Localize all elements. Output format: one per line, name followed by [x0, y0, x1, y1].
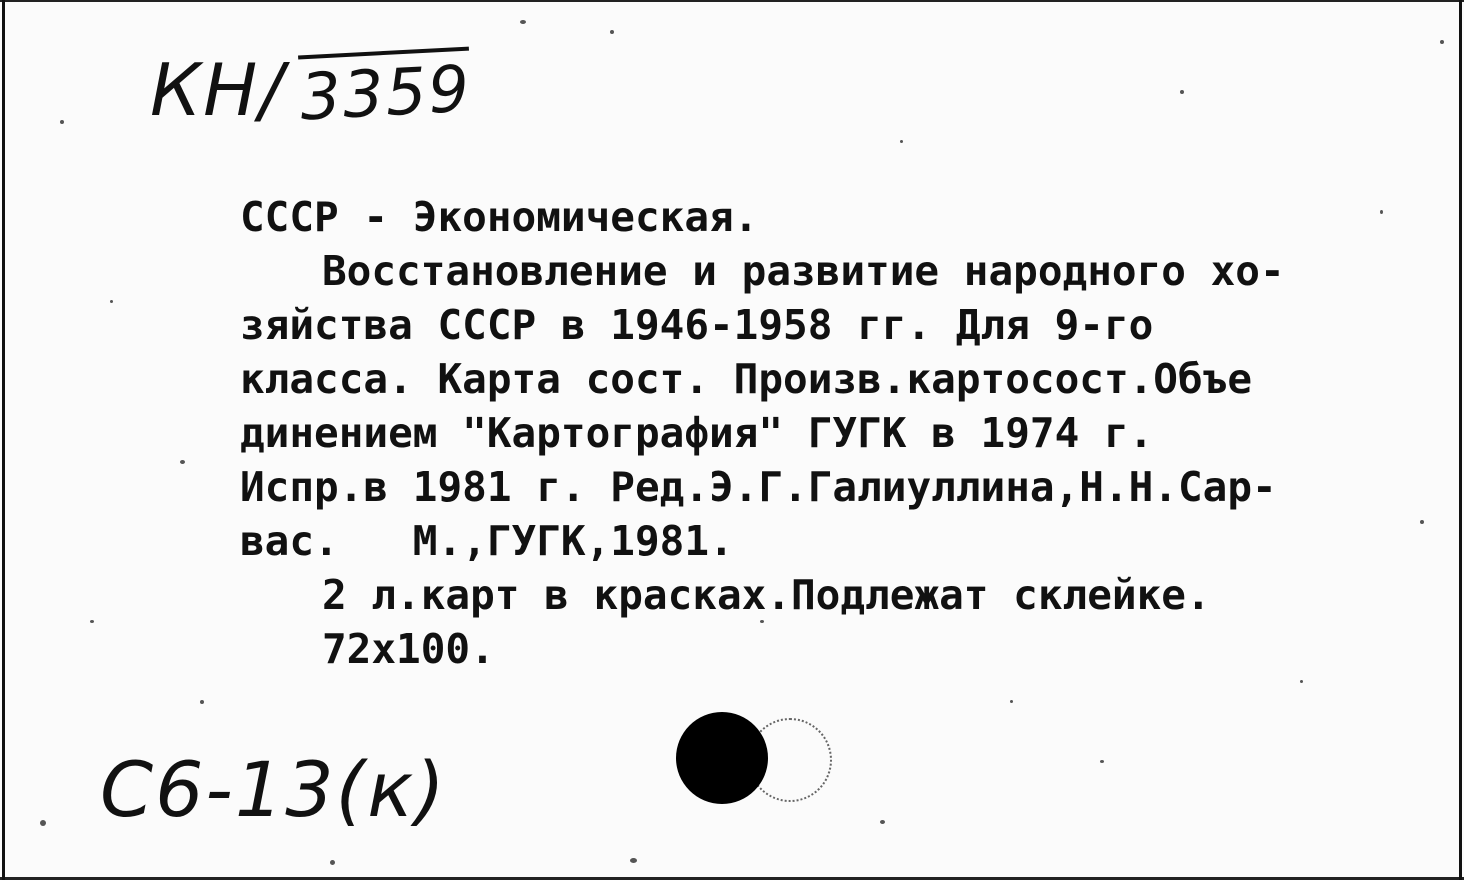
- description-line-6: вас. М.,ГУГК,1981.: [240, 517, 734, 565]
- description-line-5: Испр.в 1981 г. Ред.Э.Г.Галиуллина,Н.Н.Сар-: [240, 463, 1277, 511]
- card-border-top: [0, 0, 1464, 2]
- card-heading: СССР - Экономическая.: [240, 193, 759, 241]
- card-border-left: [2, 0, 5, 880]
- card-border-right: [1459, 0, 1462, 880]
- punch-hole: [676, 712, 768, 804]
- shelfmark-number: 3359: [298, 47, 473, 136]
- dimensions: 72х100.: [322, 625, 495, 673]
- description-line-2: зяйства СССР в 1946-1958 гг. Для 9-го: [240, 301, 1154, 349]
- description-line-4: динением "Картография" ГУГК в 1974 г.: [240, 409, 1154, 457]
- shelfmark: [150, 48, 473, 136]
- class-mark: С6-13(к): [100, 745, 447, 834]
- description-line-1: Восстановление и развитие народного хо-: [322, 247, 1285, 295]
- physical-description: 2 л.карт в красках.Подлежат склейке.: [322, 571, 1211, 619]
- description-line-3: класса. Карта сост. Произв.картосост.Объе: [240, 355, 1253, 403]
- shelfmark-prefix: КН/: [150, 48, 286, 132]
